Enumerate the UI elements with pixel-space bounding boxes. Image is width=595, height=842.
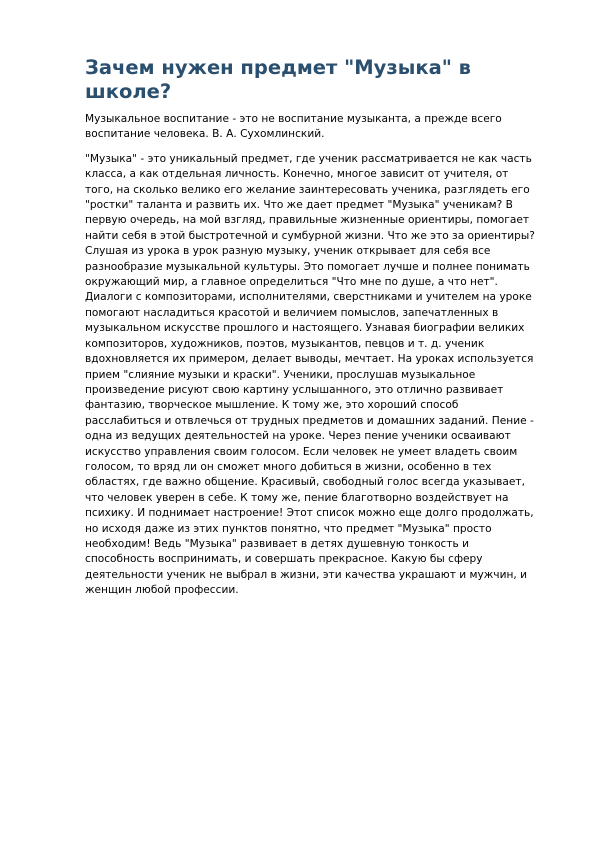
epigraph-paragraph: Музыкальное воспитание - это не воспитание музыканта, а прежде всего воспитание человека. В. А. Сухомлинский. xyxy=(85,113,502,141)
document-title: Зачем нужен предмет "Музыка" в школе? xyxy=(85,56,472,103)
document-page xyxy=(85,56,537,608)
body-paragraph: "Музыка" - это уникальный предмет, где ученик рассматривается не как часть класса, а как отдельная личность. Конечно, многое зависит от учителя, от того, на сколько велико его желание заинтересовать ученика, разглядеть его "ростки" таланта и развить их. Что же дает предмет "Музыка" ученикам? В первую очередь, на мой взгляд, правильные жизненные ориентиры, помогает найти себя в этой быстротечной и сумбурной жизни. Что же это за ориентиры? Слушая из урока в урок разную музыку, ученик открывает для себя все разнообразие музыкальной культуры. Это помогает лучше и полнее понимать окружающий мир, а главное определиться "Что мне по душе, а что нет". Диалоги с композиторами, исполнителями, сверстниками и учителем на уроке помогают насладиться красотой и величием помыслов, запечатленных в музыкальном искусстве прошлого и настоящего. Узнавая биографии великих композиторов, художников, поэтов, музыкантов, певцов и т. д. ученик вдохновляется их примером, делает выводы, мечтает. На уроках используется прием "слияние музыки и краски". Ученики, прослушав музыкальное произведение рисуют свою картину услышанного, это отлично развивает фантазию, творческое мышление. К тому же, это хороший способ расслабиться и отвлечься от трудных предметов и домашних заданий. Пение - одна из ведущих деятельностей на уроке. Через пение ученики осваивают искусство управления своим голосом. Если человек не умеет владеть своим голосом, то вряд ли он сможет много добиться в жизни, особенно в тех областях, где важно общение. Красивый, свободный голос всегда указывает, что человек уверен в себе. К тому же, пение благотворно воздействует на психику. И поднимает настроение! Этот список можно еще долго продолжать, но исходя даже из этих пунктов понятно, что предмет "Музыка" просто необходим! Ведь "Музыка" развивает в детях душевную тонкость и способность воспринимать, и совершать прекрасное. Какую бы сферу деятельности ученик не выбрал в жизни, эти качества украшают и мужчин, и женщин любой профессии. xyxy=(85,152,535,597)
